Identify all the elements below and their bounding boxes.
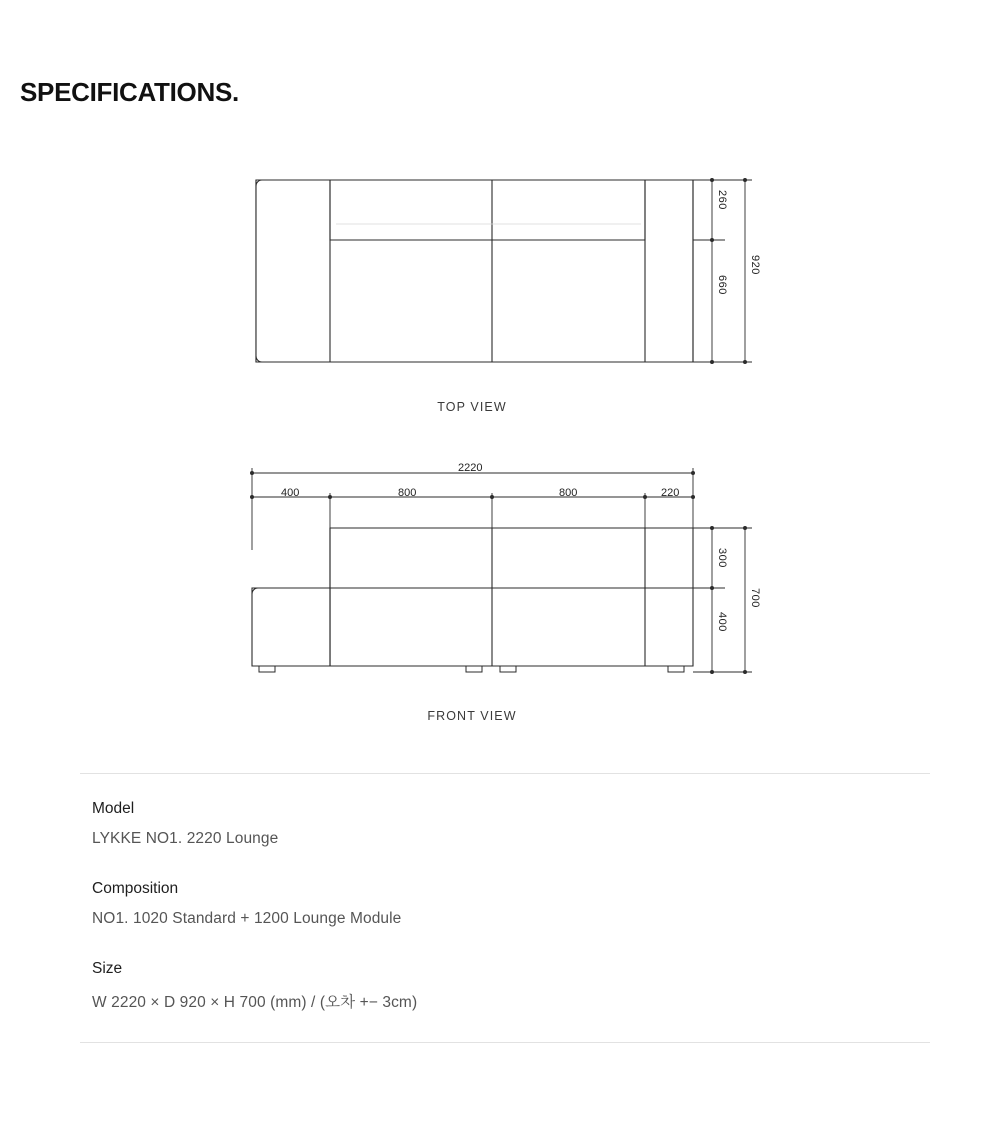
spec-value-size: W 2220 × D 920 × H 700 (mm) / (오차 +− 3cm) [92, 994, 418, 1011]
dim-front-800-b: 800 [559, 487, 578, 499]
dim-top-660: 660 [716, 275, 728, 295]
spec-key-model: Model [92, 800, 135, 817]
spec-row-composition [92, 880, 930, 928]
dim-front-700: 700 [749, 588, 761, 608]
front-view-drawing [0, 460, 1000, 710]
spec-row-model [92, 800, 930, 848]
specifications-table [80, 773, 930, 1043]
top-view-caption: TOP VIEW [437, 400, 507, 414]
spec-value-model: LYKKE NO1. 2220 Lounge [92, 830, 279, 847]
dim-front-800-a: 800 [398, 487, 417, 499]
divider-bottom [80, 1042, 930, 1043]
technical-drawing-area [0, 150, 1000, 750]
spec-key-composition: Composition [92, 880, 179, 897]
top-view-drawing [0, 150, 1000, 400]
dim-top-920: 920 [749, 255, 761, 275]
dim-front-220: 220 [661, 487, 680, 499]
dim-front-400-h: 400 [716, 612, 728, 632]
spec-row-size [92, 960, 930, 1012]
spec-key-size: Size [92, 960, 123, 977]
dim-front-2220: 2220 [458, 462, 483, 474]
page-title: SPECIFICATIONS. [20, 77, 239, 108]
dim-top-260: 260 [716, 190, 728, 210]
front-view-caption: FRONT VIEW [427, 709, 517, 723]
dim-front-400: 400 [281, 487, 300, 499]
dim-front-300: 300 [716, 548, 728, 568]
spec-value-composition: NO1. 1020 Standard + 1200 Lounge Module [92, 910, 402, 927]
